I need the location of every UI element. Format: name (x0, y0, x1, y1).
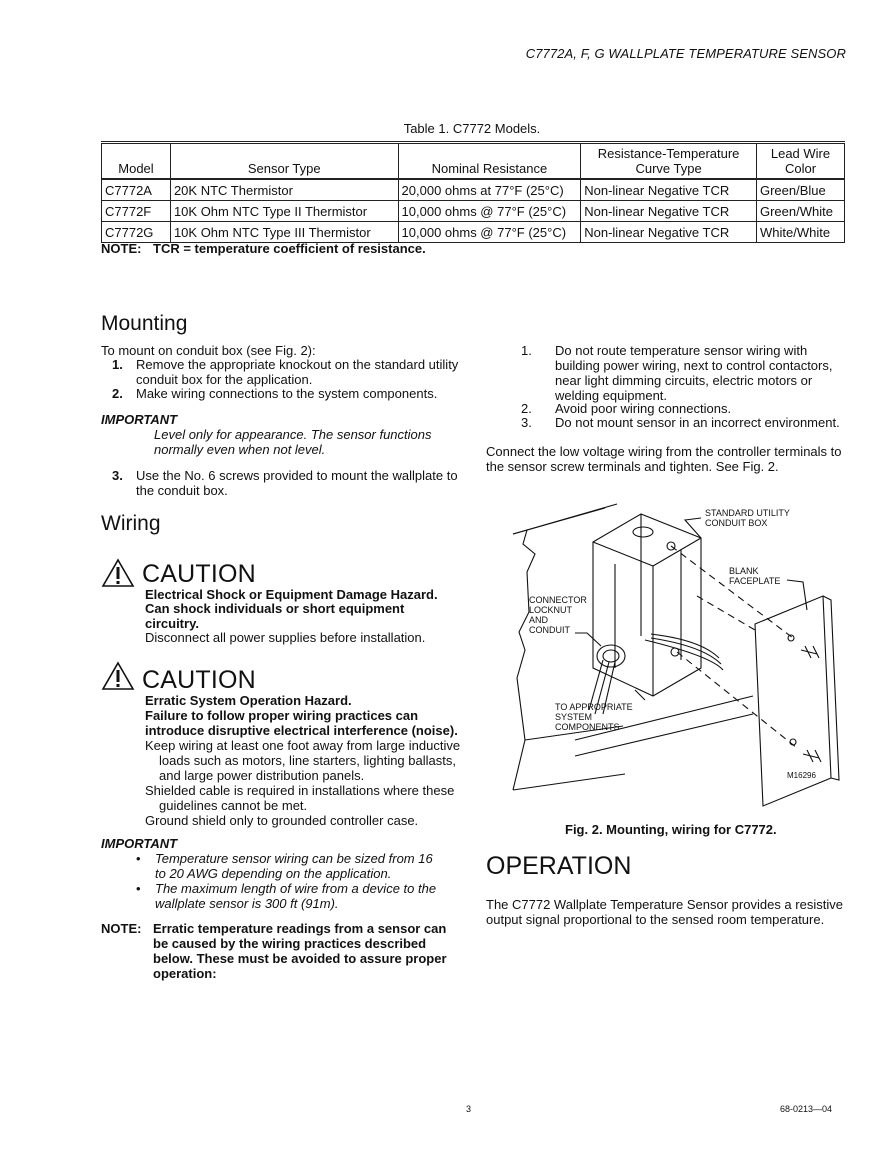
table-caption: Table 1. C7772 Models. (403, 121, 541, 136)
warning-triangle-icon (101, 558, 135, 588)
step-text: Use the No. 6 screws provided to mount the wallplate to the conduit box. (136, 468, 458, 498)
table-note (101, 241, 426, 256)
table-cell: 10K Ohm NTC Type II Thermistor (170, 201, 398, 222)
operation-text: The C7772 Wallplate Temperature Sensor provides a resistive output signal proportional to the sensed room temperature. (486, 897, 843, 927)
col-header-curve-type: Resistance-Temperature Curve Type (581, 143, 757, 180)
caution-list (145, 738, 461, 828)
table-cell: White/White (756, 222, 844, 243)
table-cell: 20K NTC Thermistor (170, 179, 398, 201)
figure-label: FACEPLATE (729, 576, 781, 586)
step-number: 3. (112, 468, 123, 483)
bullet-icon: • (136, 851, 141, 866)
table-cell: 10,000 ohms @ 77°F (25°C) (398, 222, 581, 243)
important-text: Level only for appearance. The sensor functions normally even when not level. (154, 427, 432, 457)
page-number: 3 (466, 1104, 472, 1114)
table-cell: 10K Ohm NTC Type III Thermistor (170, 222, 398, 243)
figure-label: CONDUIT (529, 625, 570, 635)
caution-list-item: Ground shield only to grounded controller case. (145, 813, 419, 828)
table-cell: Green/White (756, 201, 844, 222)
table-note-text: TCR = temperature coefficient of resistance. (153, 241, 426, 256)
caution-title: CAUTION (142, 666, 256, 694)
mounting-intro: To mount on conduit box (see Fig. 2): (101, 343, 316, 358)
figure-label: COMPONENTS (555, 722, 620, 732)
figure-label: CONNECTOR (529, 595, 587, 605)
figure-label: STANDARD UTILITY (705, 508, 790, 518)
table-cell: 20,000 ohms at 77°F (25°C) (398, 179, 581, 201)
important-label: IMPORTANT (101, 836, 178, 851)
caution-list-item: Keep wiring at least one foot away from large inductive loads such as motors, line starters, lighting ballasts, and large power distribution panels. (145, 738, 461, 783)
table-cell: Non-linear Negative TCR (581, 179, 757, 201)
col-header-nominal-resistance: Nominal Resistance (398, 143, 581, 180)
table-cell: C7772A (102, 179, 171, 201)
table-row (102, 222, 845, 243)
table-note-label: NOTE: (101, 241, 142, 256)
table-cell: C7772G (102, 222, 171, 243)
bullet-text: The maximum length of wire from a device to the wallplate sensor is 300 ft (91m). (155, 881, 437, 911)
step-text: Make wiring connections to the system components. (136, 386, 438, 401)
operation-heading: OPERATION (486, 852, 632, 880)
col-header-model: Model (102, 143, 171, 180)
important-label: IMPORTANT (101, 412, 178, 427)
step-number: 1. (112, 357, 123, 372)
figure-label: LOCKNUT (529, 605, 573, 615)
connect-text: Connect the low voltage wiring from the controller terminals to the sensor screw terminals and tighten. See Fig. 2. (486, 444, 842, 474)
figure-label: AND (529, 615, 549, 625)
bullet-text: Temperature sensor wiring can be sized from 16 to 20 AWG depending on the application. (155, 851, 433, 881)
practice-text: Avoid poor wiring connections. (555, 401, 732, 416)
running-header: C7772A, F, G WALLPLATE TEMPERATURE SENSOR (525, 46, 846, 61)
wiring-note-label: NOTE: (101, 921, 142, 936)
table-cell: Non-linear Negative TCR (581, 222, 757, 243)
caution-bold-line: Erratic System Operation Hazard. (145, 693, 352, 708)
bullet-item (136, 851, 446, 881)
figure-label: CONDUIT BOX (705, 518, 768, 528)
figure-id: M16296 (787, 771, 816, 780)
bullet-icon: • (136, 881, 141, 896)
table-row (102, 179, 845, 201)
caution-list-item: Shielded cable is required in installations where these guidelines cannot be met. (145, 783, 455, 813)
step-text: Remove the appropriate knockout on the standard utility conduit box for the application. (136, 357, 459, 387)
figure-label: TO APPROPRIATE (555, 702, 633, 712)
figure-label: BLANK (729, 566, 759, 576)
practice-number: 2. (521, 401, 532, 416)
caution-bold-line: Can shock individuals or short equipment (145, 601, 405, 616)
warning-triangle-icon (101, 661, 135, 691)
models-table (101, 141, 845, 243)
table-cell: C7772F (102, 201, 171, 222)
mounting-heading: Mounting (101, 312, 188, 335)
document-number: 68-0213—04 (780, 1104, 833, 1114)
bullet-item (136, 881, 446, 911)
step-number: 2. (112, 386, 123, 401)
wiring-heading: Wiring (101, 512, 161, 535)
mounting-figure (505, 500, 845, 810)
practice-text: Do not mount sensor in an incorrect environment. (555, 415, 840, 430)
caution-text: Disconnect all power supplies before installation. (145, 630, 426, 645)
table-cell: 10,000 ohms @ 77°F (25°C) (398, 201, 581, 222)
table-cell: Green/Blue (756, 179, 844, 201)
practice-number: 3. (521, 415, 532, 430)
important-bullets (136, 851, 446, 911)
caution-title: CAUTION (142, 560, 256, 588)
practice-number: 1. (521, 343, 532, 358)
practice-text: Do not route temperature sensor wiring with building power wiring, next to control contactors, near light dimming circuits, electric motors or welding equipment. (555, 343, 833, 403)
caution-bold-line: Failure to follow proper wiring practices can introduce disruptive electrical interference (noise). (145, 708, 458, 738)
table-cell: Non-linear Negative TCR (581, 201, 757, 222)
table-row (102, 201, 845, 222)
col-header-sensor-type: Sensor Type (170, 143, 398, 180)
caution-bold-line: circuitry. (145, 616, 199, 631)
col-header-lead-wire-color: Lead Wire Color (756, 143, 844, 180)
caution-bold-line: Electrical Shock or Equipment Damage Hazard. (145, 587, 438, 602)
figure-caption: Fig. 2. Mounting, wiring for C7772. (565, 822, 777, 837)
wiring-note-text: Erratic temperature readings from a sensor can be caused by the wiring practices described below. These must be avoided to assure proper operation: (153, 921, 447, 981)
figure-label: SYSTEM (555, 712, 593, 722)
